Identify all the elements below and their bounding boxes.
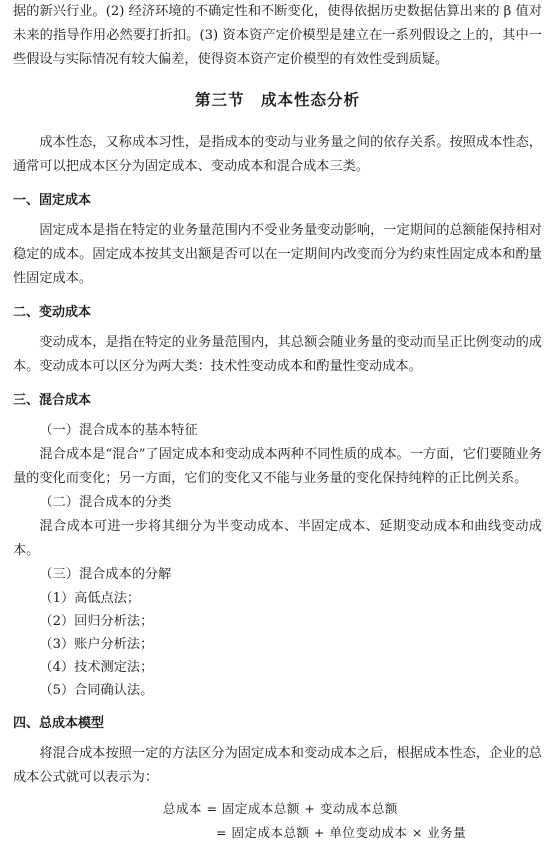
variable-cost-body: 变动成本，是指在特定的业务量范围内，其总额会随业务量的变动而呈正比例变动的成本。变动成本可以区分为两大类：技术性变动成本和酌量性变动成本。 — [13, 335, 542, 374]
mixed-sub3-title: （三）混合成本的分解 — [39, 567, 172, 582]
list-item: （2）回归分析法； — [39, 614, 154, 629]
mixed-sub2-body: 混合成本可进一步将其细分为半变动成本、半固定成本、延期变动成本和曲线变动成本。 — [13, 519, 542, 558]
total-cost-formula — [13, 797, 542, 845]
intro-paragraph: 据的新兴行业。(2) 经济环境的不确定性和不断变化，使得依据历史数据估算出来的 β 值对未来的指导作用必然要打折扣。(3) 资本资产定价模型是建立在一系列假设之上的，其中一些假设与实际情况有较大偏差，使得资本资产定价模型的有效性受到质疑。 — [13, 4, 542, 67]
list-item: （4）技术测定法； — [39, 660, 154, 675]
list-item: （5）合同确认法。 — [39, 683, 154, 698]
heading-fixed-cost: 一、固定成本 — [13, 193, 92, 208]
mixed-sub1-title: （一）混合成本的基本特征 — [39, 423, 198, 438]
cost-behavior-intro: 成本性态，又称成本习性，是指成本的变动与业务量之间的依存关系。按照成本性态，通常可以把成本区分为固定成本、变动成本和混合成本三类。 — [13, 135, 542, 174]
section-title: 第三节 成本性态分析 — [194, 91, 360, 109]
decomposition-method-list — [13, 587, 542, 702]
heading-variable-cost: 二、变动成本 — [13, 305, 92, 320]
formula-line-2: = 固定成本总额 + 单位变动成本 × 业务量 — [216, 825, 467, 840]
heading-mixed-cost: 三、混合成本 — [13, 393, 92, 408]
list-item: （1）高低点法； — [39, 591, 141, 606]
total-cost-body: 将混合成本按照一定的方法区分为固定成本和变动成本之后，根据成本性态，企业的总成本公式就可以表示为： — [13, 746, 542, 785]
fixed-cost-body: 固定成本是指在特定的业务量范围内不受业务量变动影响，一定期间的总额能保持相对稳定的成本。固定成本按其支出额是否可以在一定期间内改变而分为约束性固定成本和酌量性固定成本。 — [13, 223, 542, 286]
mixed-sub2-title: （二）混合成本的分类 — [39, 495, 172, 510]
list-item: （3）账户分析法； — [39, 637, 154, 652]
formula-line-1: 总成本 = 固定成本总额 + 变动成本总额 — [163, 801, 398, 816]
mixed-sub1-body: 混合成本是“混合”了固定成本和变动成本两种不同性质的成本。一方面，它们要随业务量的变化而变化；另一方面，它们的变化又不能与业务量的变化保持纯粹的正比例关系。 — [13, 447, 542, 486]
heading-total-cost-model: 四、总成本模型 — [13, 716, 105, 731]
